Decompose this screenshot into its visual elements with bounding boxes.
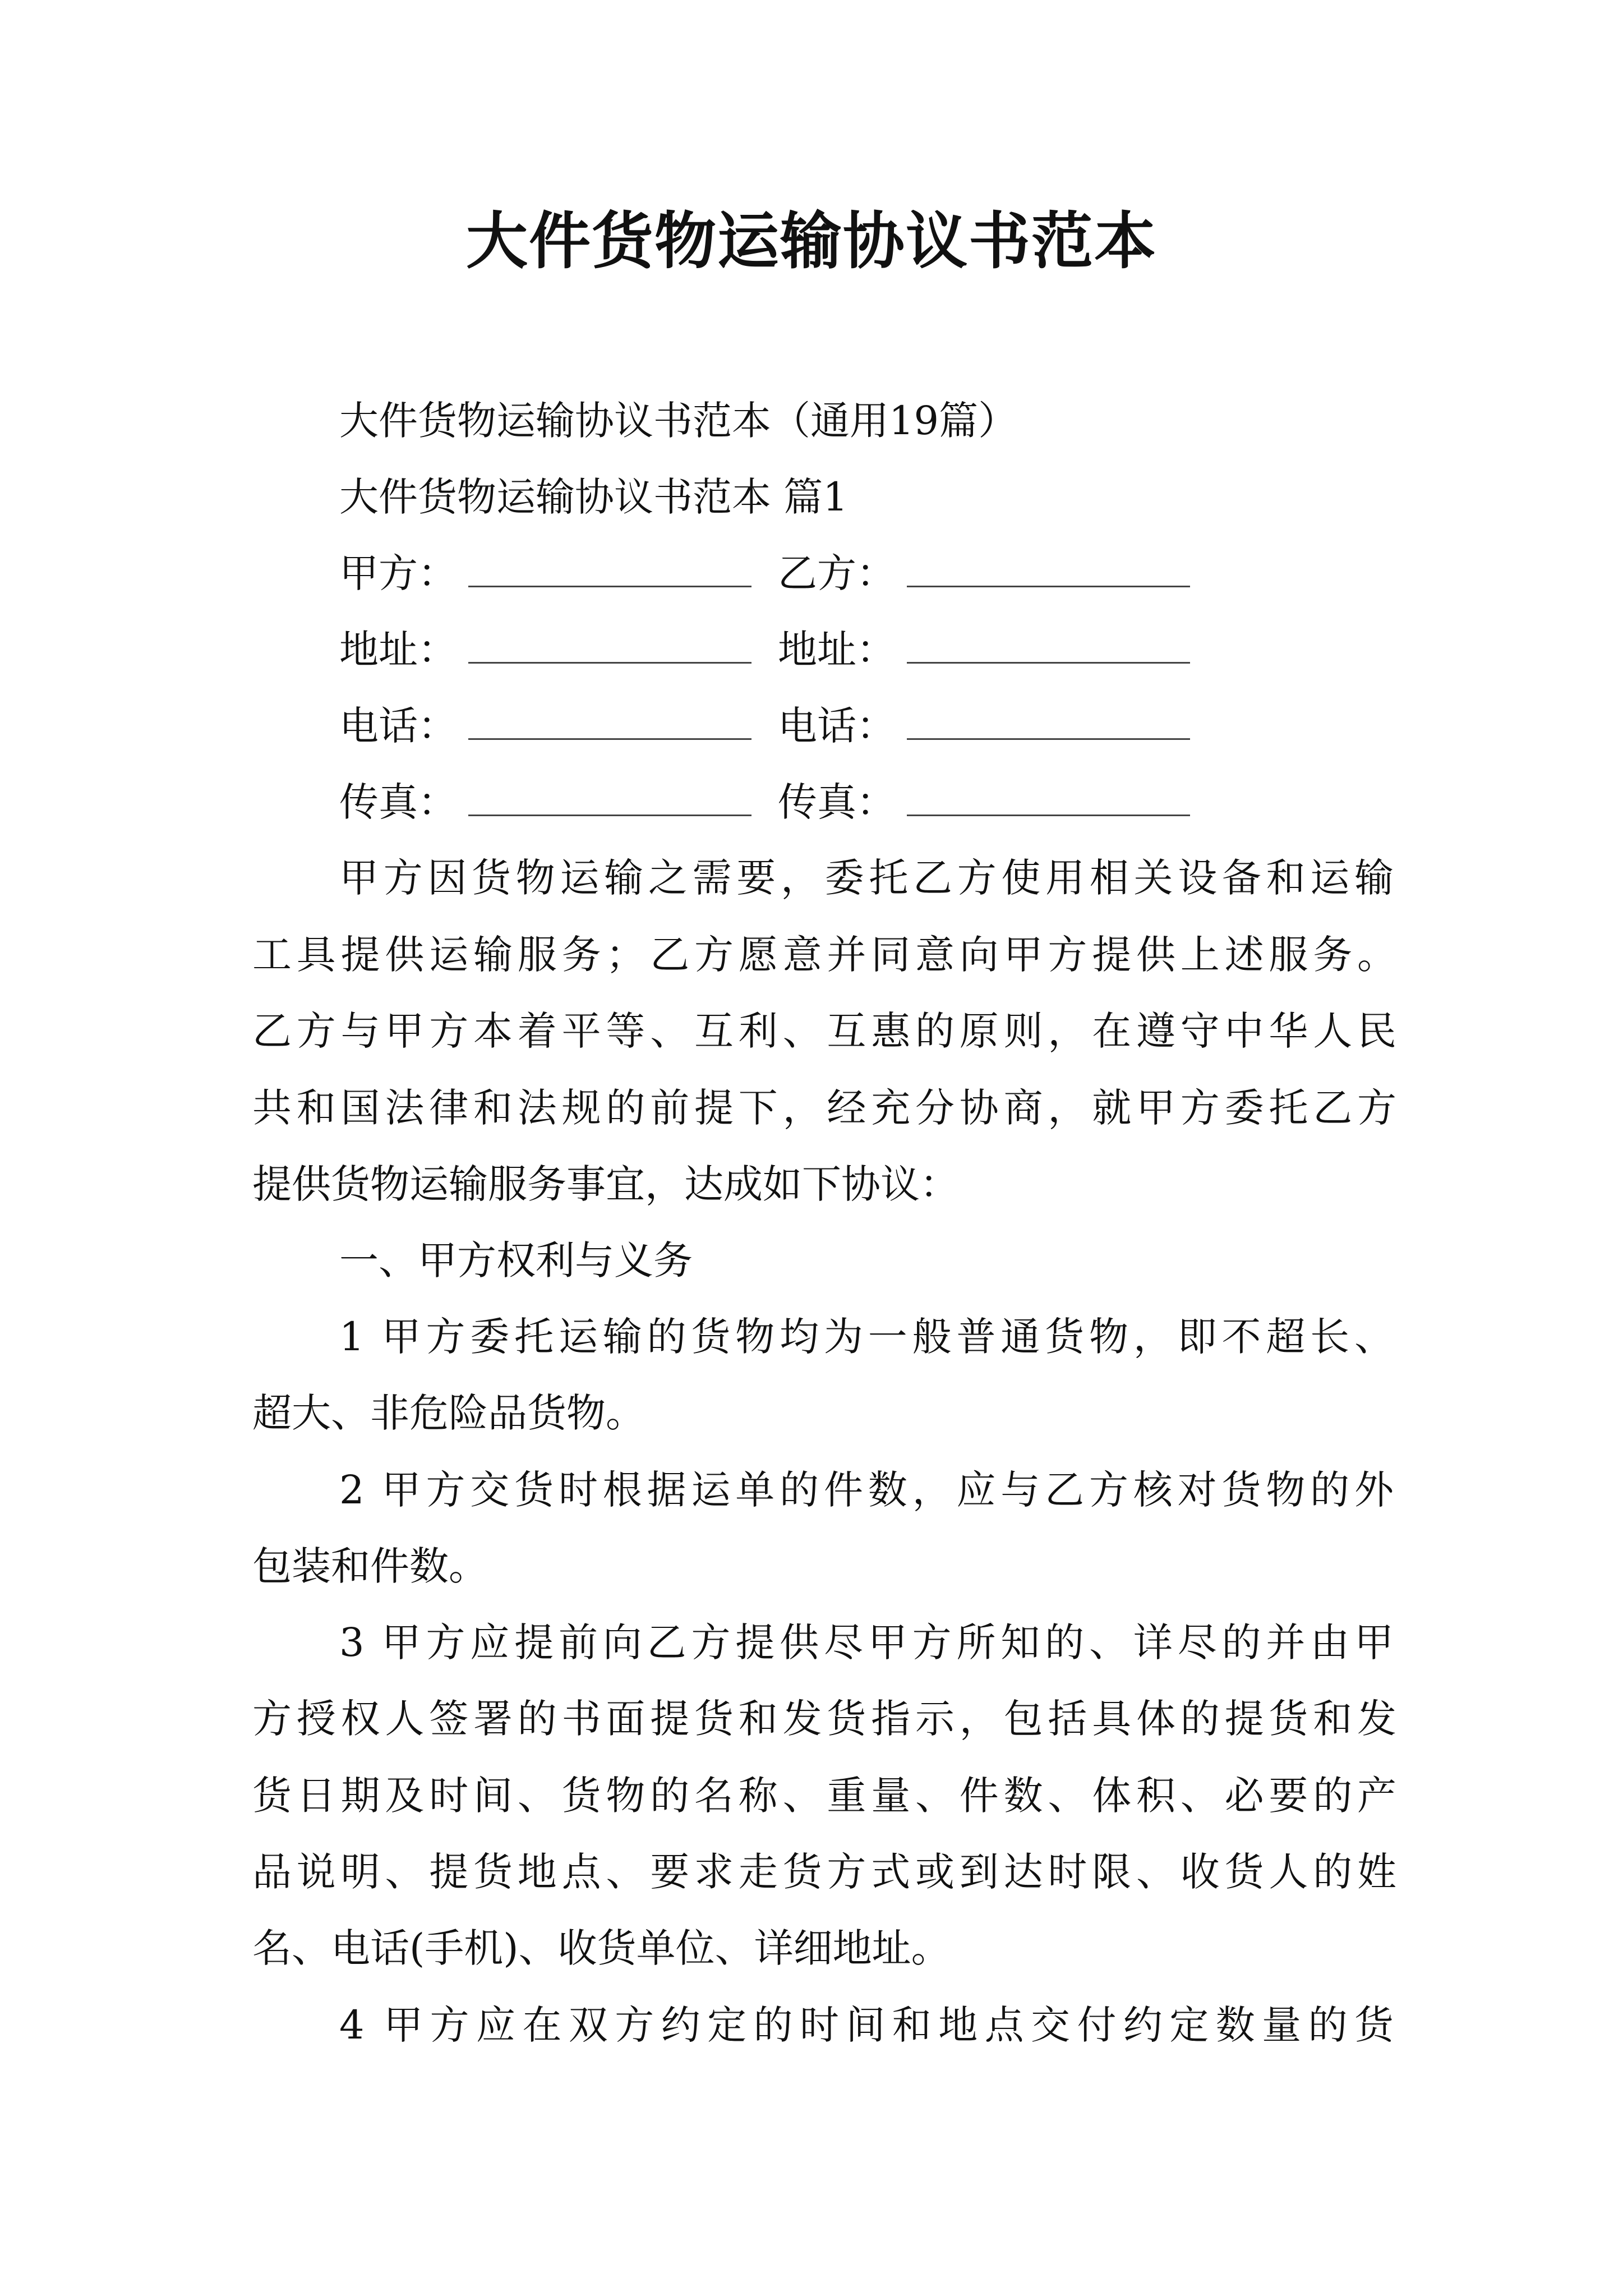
party-a-phone-blank — [468, 738, 751, 740]
party-b-label: 乙方： — [778, 550, 896, 596]
party-b-address-label: 地址： — [778, 627, 896, 673]
intro-line: 工具提供运输服务；乙方愿意并同意向甲方提供上述服务。 — [252, 932, 1396, 978]
party-b-fax-label: 传真： — [778, 779, 896, 825]
clause-line: 包装和件数。 — [252, 1543, 488, 1589]
clause-line: 1 甲方委托运输的货物均为一般普通货物，即不超长、 — [339, 1314, 1394, 1360]
intro-line: 共和国法律和法规的前提下，经充分协商，就甲方委托乙方 — [252, 1085, 1396, 1131]
document-subtitle: 大件货物运输协议书范本（通用19篇） — [339, 398, 1018, 444]
party-a-fax-blank — [468, 815, 751, 816]
clause-line: 3 甲方应提前向乙方提供尽甲方所知的、详尽的并由甲 — [339, 1619, 1394, 1665]
clause-heading: 一、甲方权利与义务 — [339, 1237, 693, 1283]
party-a-blank — [468, 586, 751, 587]
party-a-phone-label: 电话： — [339, 703, 457, 749]
clause-line: 货日期及时间、货物的名称、重量、件数、体积、必要的产 — [252, 1773, 1396, 1819]
party-b-fax-blank — [907, 815, 1190, 816]
party-a-address-blank — [468, 662, 751, 664]
party-b-phone-blank — [907, 738, 1190, 740]
party-row — [339, 545, 1237, 601]
party-a-address-label: 地址： — [339, 627, 457, 673]
document-title: 大件货物运输协议书范本 — [466, 205, 1157, 277]
clause-line: 名、电话(手机)、收货单位、详细地址。 — [252, 1925, 951, 1971]
clause-line: 超大、非危险品货物。 — [252, 1390, 645, 1436]
clause-line: 2 甲方交货时根据运单的件数，应与乙方核对货物的外 — [339, 1467, 1394, 1513]
party-b-phone-label: 电话： — [778, 703, 896, 749]
intro-line: 提供货物运输服务事宜，达成如下协议： — [252, 1161, 959, 1207]
party-b-address-blank — [907, 662, 1190, 664]
clause-line: 方授权人签署的书面提货和发货指示，包括具体的提货和发 — [252, 1696, 1396, 1742]
address-row — [339, 622, 1237, 678]
party-a-fax-label: 传真： — [339, 779, 457, 825]
clause-line: 品说明、提货地点、要求走货方式或到达时限、收货人的姓 — [252, 1849, 1396, 1895]
fax-row — [339, 774, 1237, 830]
intro-line: 乙方与甲方本着平等、互利、互惠的原则，在遵守中华人民 — [252, 1008, 1396, 1054]
phone-row — [339, 698, 1237, 754]
party-a-label: 甲方： — [339, 550, 457, 596]
section-heading: 大件货物运输协议书范本 篇1 — [339, 474, 848, 520]
party-b-blank — [907, 586, 1190, 587]
clause-line: 4 甲方应在双方约定的时间和地点交付约定数量的货 — [339, 2002, 1394, 2048]
intro-line: 甲方因货物运输之需要，委托乙方使用相关设备和运输 — [339, 855, 1394, 901]
